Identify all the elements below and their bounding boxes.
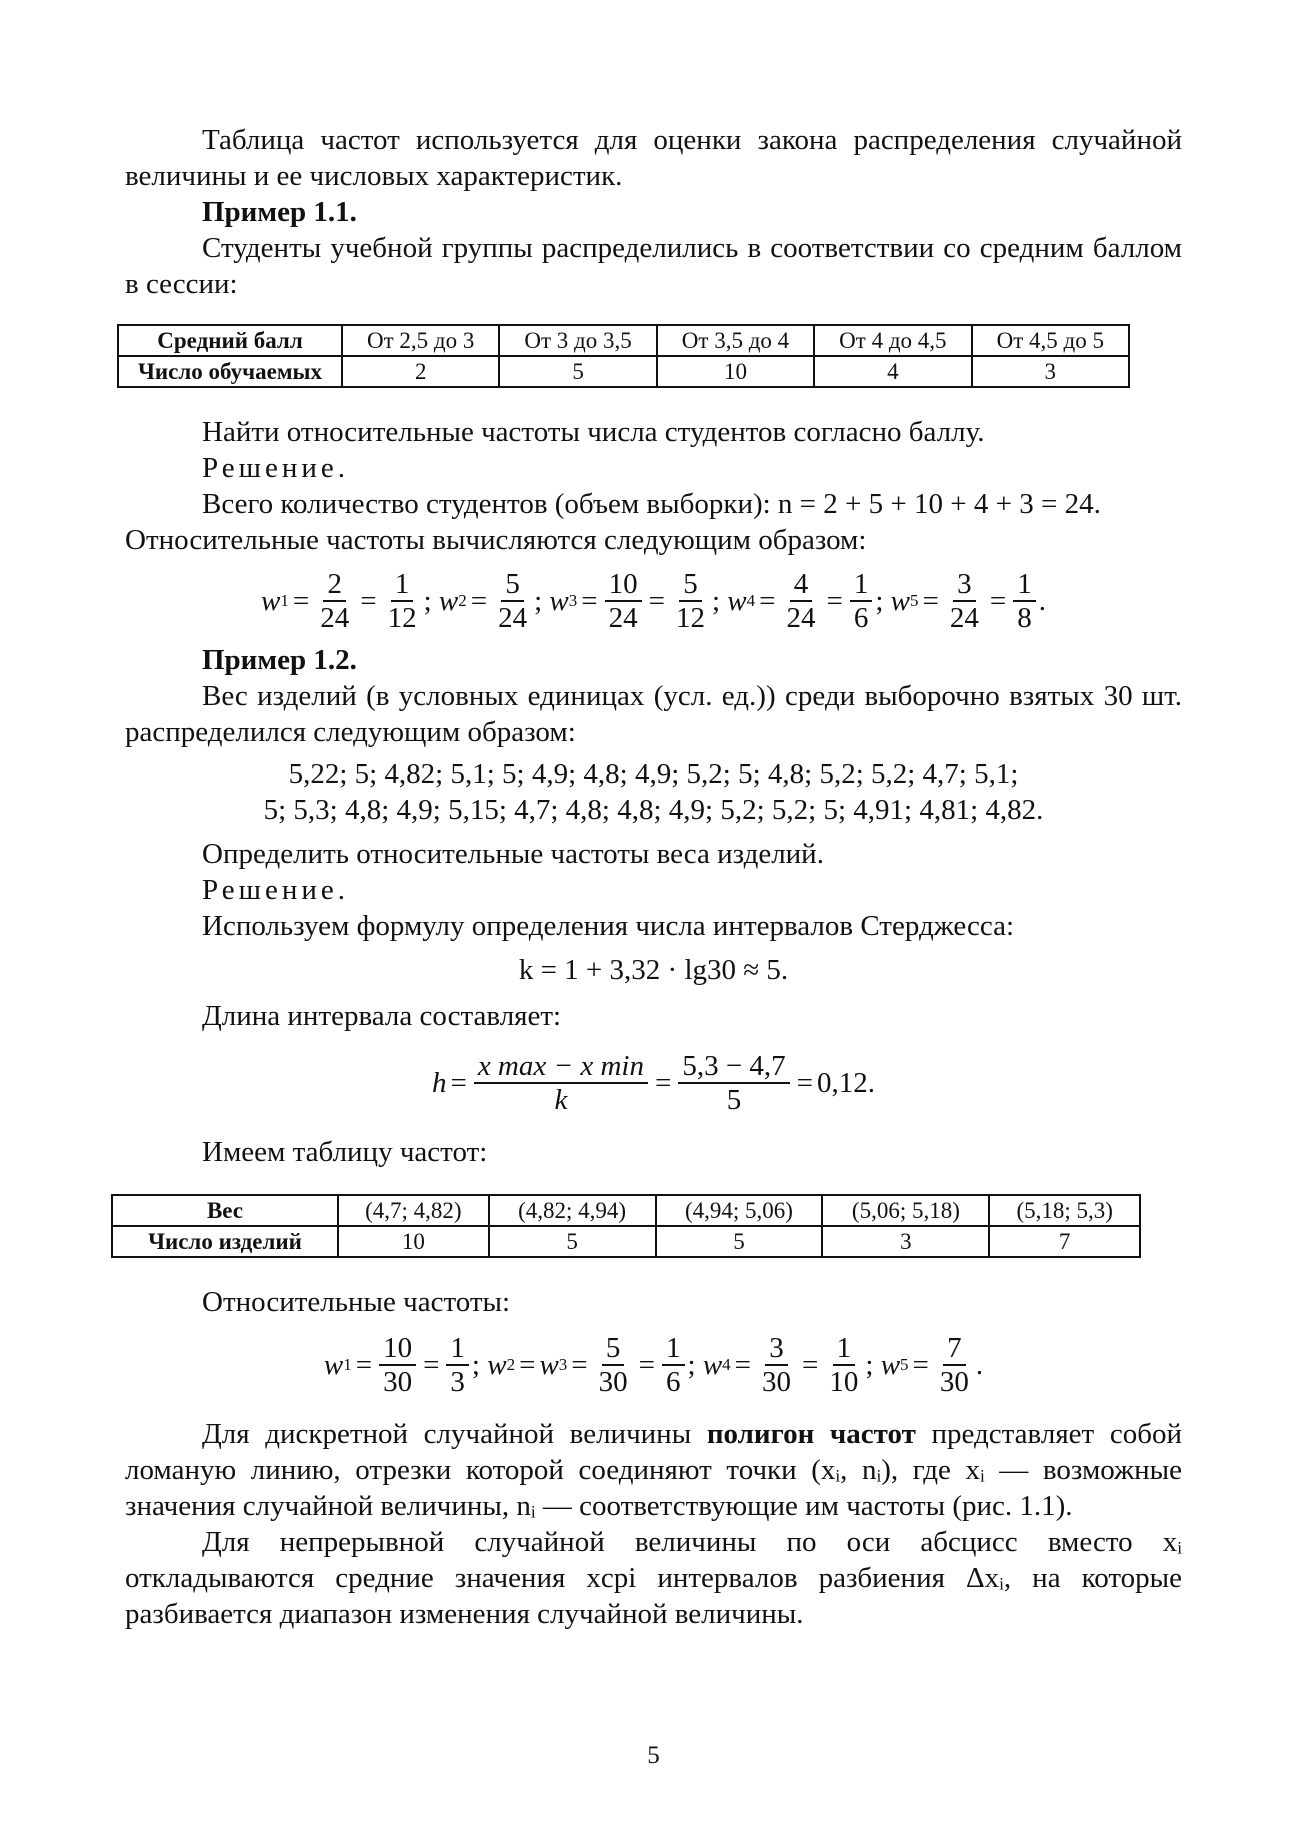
table-cell: 2 xyxy=(342,356,499,387)
table-cell: 5 xyxy=(499,356,656,387)
table-cell: Число обучаемых xyxy=(118,356,342,387)
have-table-text: Имеем таблицу частот: xyxy=(202,1136,488,1168)
table-cell: Средний балл xyxy=(118,325,342,356)
table-cell: 4 xyxy=(814,356,971,387)
table-cell: 10 xyxy=(338,1226,489,1257)
solution-heading-1: Решение. xyxy=(202,452,349,484)
table-cell: (4,94; 5,06) xyxy=(656,1195,823,1226)
example-1-1-title: Пример 1.1. xyxy=(202,196,357,228)
table-cell: 10 xyxy=(657,356,814,387)
example-1-1-relative: Относительные частоты вычисляются следующим образом: xyxy=(125,524,867,556)
example-1-2-text: Вес изделий (в условных единицах (усл. ед.)) среди выборочно взятых 30 шт. распределился следующим образом: xyxy=(125,680,1182,748)
table-cell: (5,18; 5,3) xyxy=(989,1195,1140,1226)
formula-interval-length: h = $\frac{\text{x max − x min}}{k}$ = $\frac{5,3 - 4,7}{5}$ = 0,12. xyxy=(431,1050,876,1116)
table-row xyxy=(118,325,1129,356)
example-1-2-data-line-2: 5; 5,3; 4,8; 4,9; 5,15; 4,7; 4,8; 4,8; 4,9; 5,2; 5,2; 5; 4,91; 4,81; 4,82. xyxy=(263,794,1044,826)
table-cell: От 3 до 3,5 xyxy=(499,325,656,356)
example-1-1-task: Найти относительные частоты числа студентов согласно баллу. xyxy=(202,416,985,448)
example-1-1-total: Всего количество студентов (объем выборки): n = 2 + 5 + 10 + 4 + 3 = 24. xyxy=(202,488,1101,520)
polygon-paragraph: Для дискретной случайной величины полигон частот представляет собой ломаную линию, отрезки которой соединяют точки (xᵢ, nᵢ), где xᵢ — возможные значения случайной величины, nᵢ — соответствующие им частоты (рис. 1.1). xyxy=(125,1418,1182,1522)
table-cell: От 4,5 до 5 xyxy=(972,325,1129,356)
solution-heading-2: Решение. xyxy=(202,874,349,906)
table-row xyxy=(112,1195,1140,1226)
table-cell: 3 xyxy=(822,1226,989,1257)
page-number: 5 xyxy=(647,1742,660,1769)
page-content xyxy=(125,122,1182,1632)
polygon-term: полигон частот xyxy=(706,1418,916,1450)
continuous-paragraph: Для непрерывной случайной величины по оси абсцисс вместо xᵢ откладываются средние значения xсрi интервалов разбиения Δxᵢ, на которые разбивается диапазон изменения случайной величины. xyxy=(125,1526,1182,1630)
relative-frequencies-text: Относительные частоты: xyxy=(202,1286,511,1318)
table-cell: Вес xyxy=(112,1195,338,1226)
example-1-1-text: Студенты учебной группы распределились в соответствии со средним баллом в сессии: xyxy=(125,232,1182,300)
table-cell: 5 xyxy=(656,1226,823,1257)
example-1-2-title: Пример 1.2. xyxy=(202,644,357,676)
table-cell: От 3,5 до 4 xyxy=(657,325,814,356)
formula-relative-frequencies-1: w 1 = $\frac{2}{24}$ = $\frac{1}{12}$ ; w 2 = $\frac{5}{24}$ ; w 3 = $\frac{10}{24}$ = $\frac{5}{12}$ ; w 4 = $\frac{4}{24}$ = $\frac{1}{6}$ ; w 5 = $\frac{3}{24}$ = $\frac{1}{8}$ . xyxy=(261,568,1046,634)
formula-relative-frequencies-2: w 1 = $\frac{10}{30}$ = $\frac{1}{3}$ ; w 2 = w 3 = $\frac{5}{30}$ = $\frac{1}{6}$ ; w 4 = $\frac{3}{30}$ = $\frac{1}{10}$ ; w 5 = $\frac{7}{30}$ . xyxy=(323,1332,984,1398)
sturges-text: Используем формулу определения числа интервалов Стерджесса: xyxy=(202,910,1014,942)
interval-length-text: Длина интервала составляет: xyxy=(202,1000,562,1032)
scores-table xyxy=(117,324,1130,388)
table-cell: От 4 до 4,5 xyxy=(814,325,971,356)
table-row xyxy=(112,1226,1140,1257)
table-cell: 3 xyxy=(972,356,1129,387)
table-cell: От 2,5 до 3 xyxy=(342,325,499,356)
table-cell: 7 xyxy=(989,1226,1140,1257)
intro-paragraph: Таблица частот используется для оценки закона распределения случайной величины и ее числовых характеристик. xyxy=(125,124,1182,192)
example-1-2-data-line-1: 5,22; 5; 4,82; 5,1; 5; 4,9; 4,8; 4,9; 5,2; 5; 4,8; 5,2; 5,2; 4,7; 5,1; xyxy=(288,758,1019,790)
table-cell: (4,7; 4,82) xyxy=(338,1195,489,1226)
table-cell: 5 xyxy=(489,1226,656,1257)
table-row xyxy=(118,356,1129,387)
weights-table xyxy=(111,1194,1141,1258)
sturges-formula: k = 1 + 3,32 · lg30 ≈ 5. xyxy=(518,954,789,986)
table-cell: Число изделий xyxy=(112,1226,338,1257)
example-1-2-task: Определить относительные частоты веса изделий. xyxy=(202,838,824,870)
table-cell: (5,06; 5,18) xyxy=(822,1195,989,1226)
table-cell: (4,82; 4,94) xyxy=(489,1195,656,1226)
